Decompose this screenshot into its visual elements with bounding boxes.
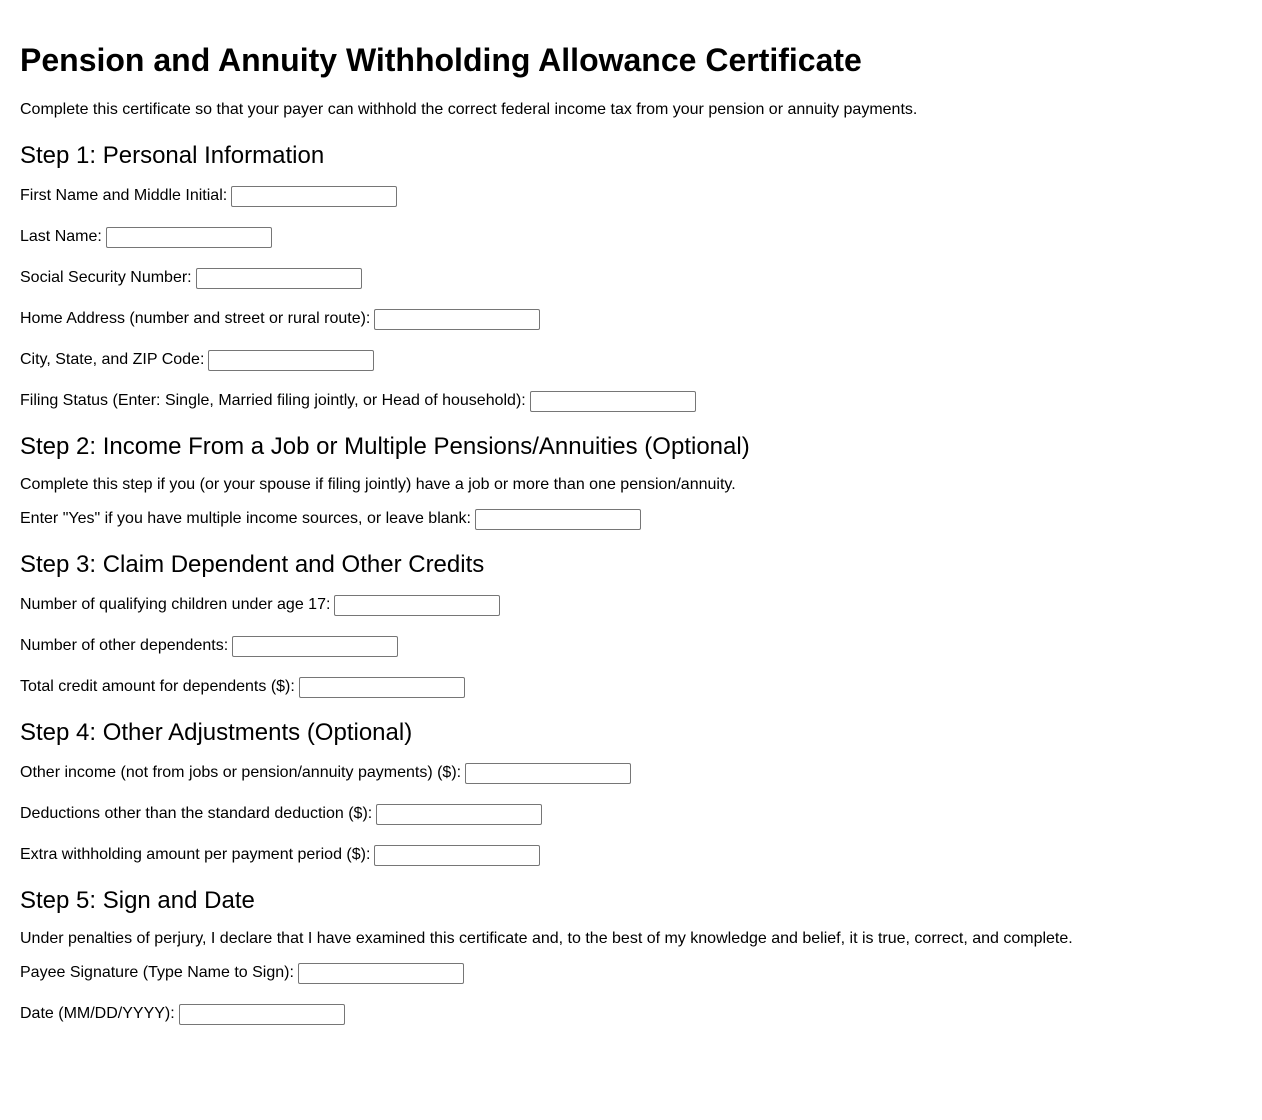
last-name-input[interactable]	[106, 227, 272, 248]
other-dependents-input[interactable]	[232, 636, 398, 657]
extra-withholding-row	[20, 843, 1242, 867]
deductions-label: Deductions other than the standard deduction ($):	[20, 805, 373, 822]
ssn-label: Social Security Number:	[20, 269, 192, 286]
ssn-row	[20, 266, 1242, 290]
other-income-row	[20, 761, 1242, 785]
extra-withholding-label: Extra withholding amount per payment period ($):	[20, 846, 371, 863]
address-label: Home Address (number and street or rural route):	[20, 310, 371, 327]
step2-heading: Step 2: Income From a Job or Multiple Pensions/Annuities (Optional)	[20, 433, 750, 460]
intro-text: Complete this certificate so that your payer can withhold the correct federal income tax from your pension or annuity payments.	[20, 101, 918, 118]
first-name-row	[20, 184, 1242, 208]
total-credit-input[interactable]	[299, 677, 465, 698]
step2-note: Complete this step if you (or your spouse if filing jointly) have a job or more than one pension/annuity.	[20, 476, 736, 493]
multiple-income-input[interactable]	[475, 509, 641, 530]
address-input[interactable]	[374, 309, 540, 330]
children-label: Number of qualifying children under age 17:	[20, 596, 331, 613]
city-label: City, State, and ZIP Code:	[20, 351, 205, 368]
multiple-income-row	[20, 507, 1242, 531]
total-credit-label: Total credit amount for dependents ($):	[20, 678, 295, 695]
extra-withholding-input[interactable]	[374, 845, 540, 866]
total-credit-row	[20, 675, 1242, 699]
other-income-label: Other income (not from jobs or pension/annuity payments) ($):	[20, 764, 462, 781]
children-input[interactable]	[334, 595, 500, 616]
declaration-text: Under penalties of perjury, I declare that I have examined this certificate and, to the best of my knowledge and belief, it is true, correct, and complete.	[20, 930, 1073, 947]
signature-row	[20, 961, 1242, 985]
other-dependents-label: Number of other dependents:	[20, 637, 229, 654]
address-row	[20, 307, 1242, 331]
last-name-row	[20, 225, 1242, 249]
city-input[interactable]	[208, 350, 374, 371]
date-input[interactable]	[179, 1004, 345, 1025]
other-dependents-row	[20, 634, 1242, 658]
date-row	[20, 1002, 1242, 1026]
filing-status-row	[20, 389, 1242, 413]
last-name-label: Last Name:	[20, 228, 102, 245]
step3-heading: Step 3: Claim Dependent and Other Credits	[20, 551, 485, 578]
first-name-input[interactable]	[231, 186, 397, 207]
filing-status-label: Filing Status (Enter: Single, Married filing jointly, or Head of household):	[20, 392, 526, 409]
page-title: Pension and Annuity Withholding Allowance Certificate	[20, 42, 862, 78]
step4-heading: Step 4: Other Adjustments (Optional)	[20, 719, 413, 746]
deductions-row	[20, 802, 1242, 826]
other-income-input[interactable]	[465, 763, 631, 784]
deductions-input[interactable]	[376, 804, 542, 825]
signature-input[interactable]	[298, 963, 464, 984]
multiple-income-label: Enter "Yes" if you have multiple income sources, or leave blank:	[20, 510, 471, 527]
step1-heading: Step 1: Personal Information	[20, 142, 325, 169]
signature-label: Payee Signature (Type Name to Sign):	[20, 964, 294, 981]
children-row	[20, 593, 1242, 617]
ssn-input[interactable]	[196, 268, 362, 289]
date-label: Date (MM/DD/YYYY):	[20, 1005, 175, 1022]
first-name-label: First Name and Middle Initial:	[20, 187, 228, 204]
city-row	[20, 348, 1242, 372]
step5-heading: Step 5: Sign and Date	[20, 887, 255, 914]
filing-status-input[interactable]	[530, 391, 696, 412]
